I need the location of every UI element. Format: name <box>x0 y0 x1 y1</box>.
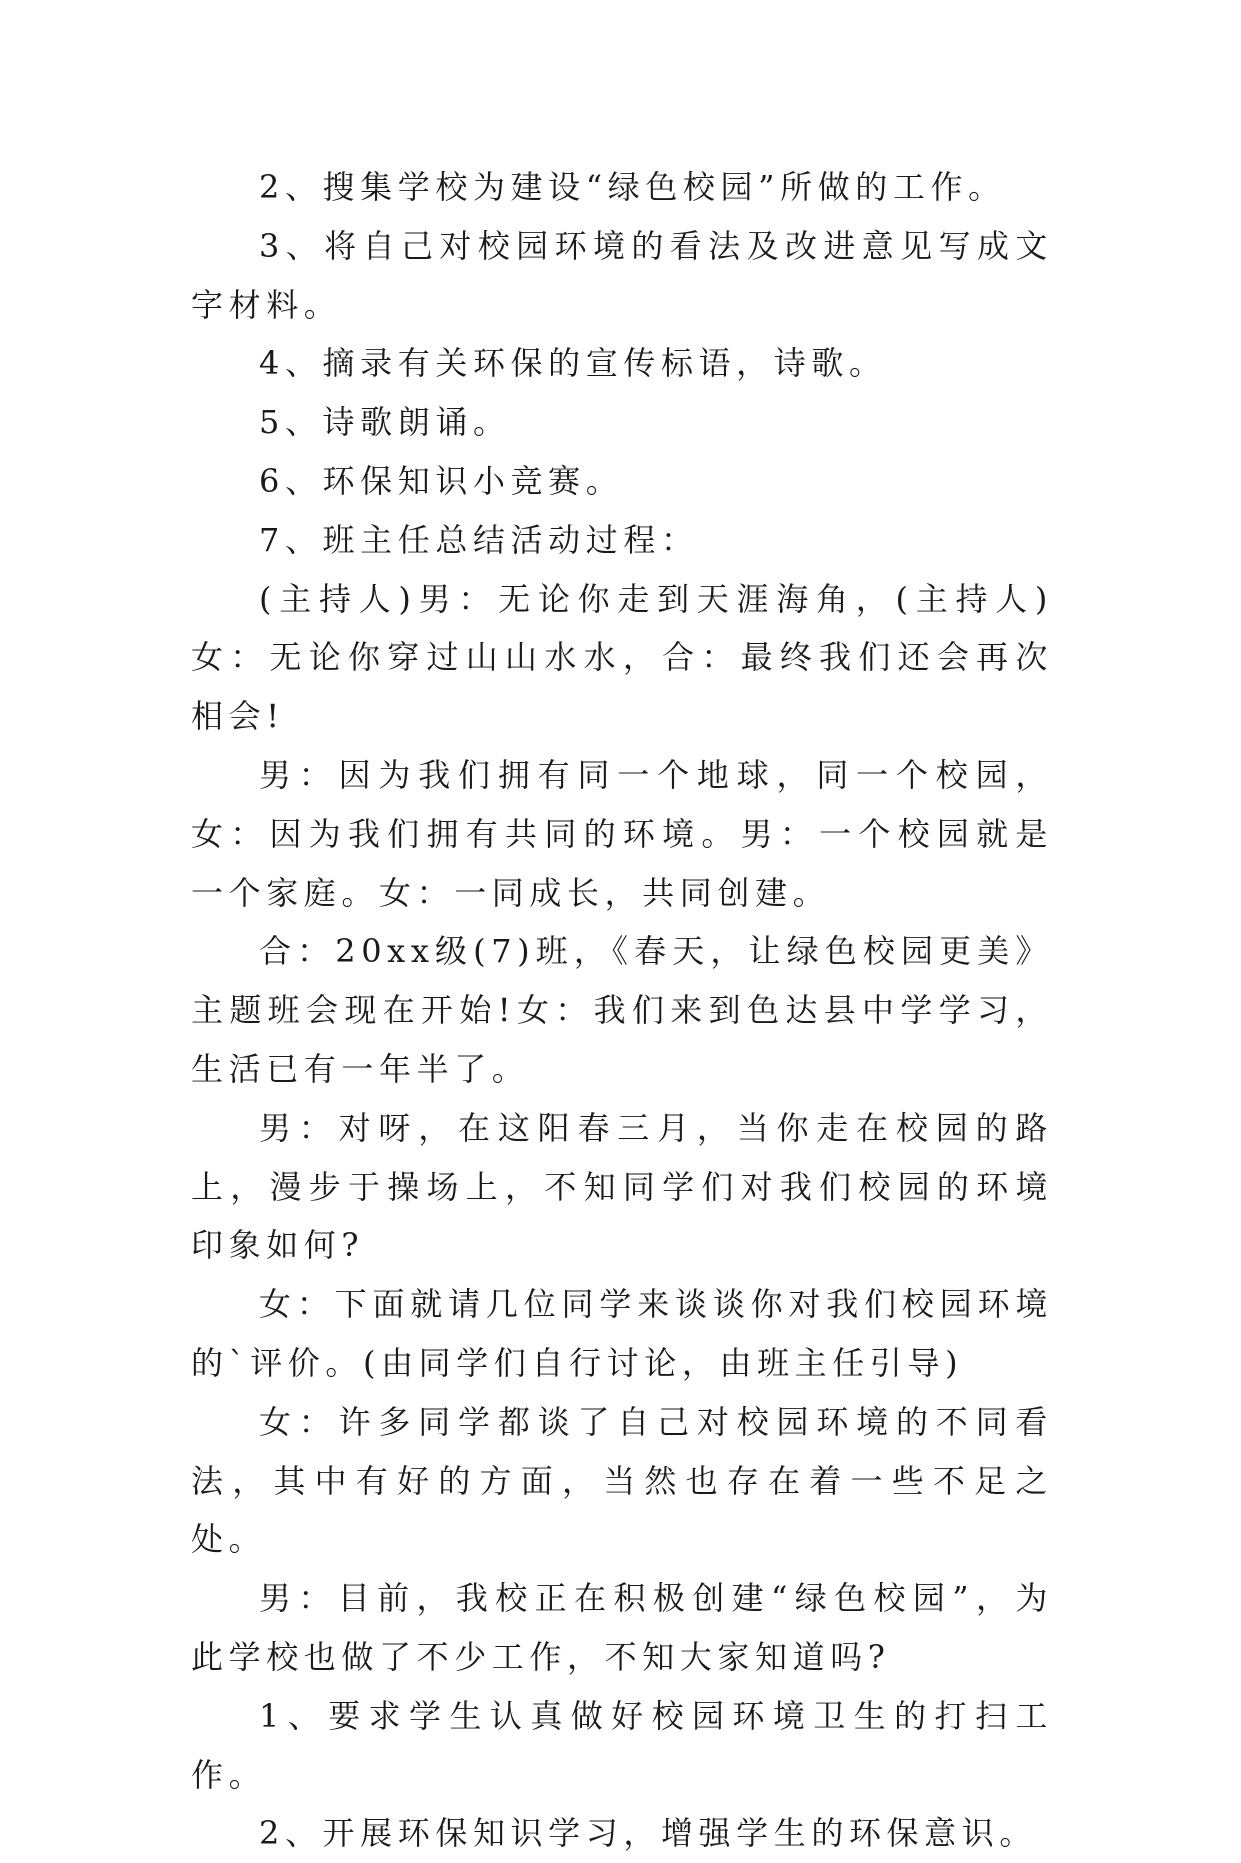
host-dialogue-opinions: 女：许多同学都谈了自己对校园环境的不同看法，其中有好的方面，当然也存在着一些不足之处。 <box>191 1402 1053 1559</box>
host-dialogue-opening: (主持人)男：无论你走到天涯海角，(主持人)女：无论你穿过山山水水，合：最终我们还会再次相会! <box>191 579 1053 736</box>
paragraph-item-5: 5、诗歌朗诵。 <box>259 403 511 442</box>
school-work-item-1: 1、要求学生认真做好校园环境卫生的打扫工作。 <box>191 1696 1053 1794</box>
host-dialogue-green-campus: 男：目前，我校正在积极创建“绿色校园”，为此学校也做了不少工作，不知大家知道吗? <box>191 1579 1053 1676</box>
document-body <box>191 158 1053 1863</box>
paragraph-item-2: 2、搜集学校为建设“绿色校园”所做的工作。 <box>259 168 1006 206</box>
paragraph-item-3: 3、将自己对校园环境的看法及改进意见写成文字材料。 <box>191 226 1053 324</box>
school-work-item-2: 2、开展环保知识学习，增强学生的环保意识。 <box>259 1814 1037 1853</box>
paragraph-item-7: 7、班主任总结活动过程： <box>259 520 699 559</box>
host-dialogue-evaluation: 女：下面就请几位同学来谈谈你对我们校园环境的`评价。(由同学们自行讨论，由班主任引导) <box>191 1285 1053 1382</box>
host-dialogue-march: 男：对呀，在这阳春三月，当你走在校园的路上，漫步于操场上，不知同学们对我们校园的环境印象如何? <box>191 1108 1053 1265</box>
host-dialogue-earth: 男：因为我们拥有同一个地球，同一个校园，女：因为我们拥有共同的环境。男：一个校园就是一个家庭。女：一同成长，共同创建。 <box>191 755 1053 912</box>
paragraph-item-4: 4、摘录有关环保的宣传标语，诗歌。 <box>259 344 887 383</box>
host-dialogue-start: 合：20xx级(7)班，《春天，让绿色校园更美》主题班会现在开始!女：我们来到色达县中学学习，生活已有一年半了。 <box>191 932 1053 1088</box>
paragraph-item-6: 6、环保知识小竞赛。 <box>259 461 624 500</box>
